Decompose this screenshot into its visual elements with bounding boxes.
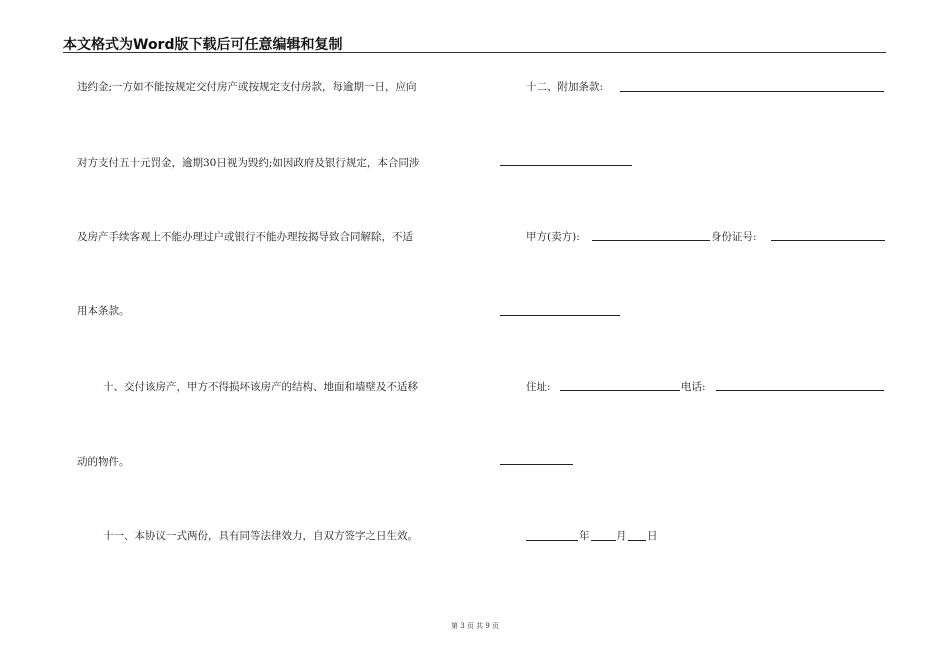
date-month-blank[interactable] xyxy=(591,540,616,541)
left-line-2: 对方支付五十元罚金，逾期30日视为毁约;如因政府及银行规定，本合同涉 xyxy=(77,157,420,169)
left-line-1: 违约金;一方如不能按规定交付房产或按规定支付房款，每逾期一日，应向 xyxy=(77,81,417,93)
date-day-blank[interactable] xyxy=(628,540,646,541)
additional-terms-row xyxy=(526,80,603,94)
left-line-4: 用本条款。 xyxy=(77,305,130,317)
id-number-blank[interactable] xyxy=(771,240,885,241)
additional-terms-label: 十二、附加条款: xyxy=(526,81,604,93)
address-label: 住址: xyxy=(526,381,551,393)
left-line-7: 十一、本协议一式两份，具有同等法律效力，自双方签字之日生效。 xyxy=(103,530,418,542)
date-month-label: 月 xyxy=(616,530,627,542)
address-blank[interactable] xyxy=(560,390,680,391)
additional-terms-blank[interactable] xyxy=(620,91,884,92)
party-a-label: 甲方(卖方): xyxy=(526,231,580,243)
header-divider xyxy=(63,52,886,53)
left-line-3: 及房产手续客观上不能办理过户或银行不能办理按揭导致合同解除，不适 xyxy=(77,231,413,243)
left-line-5: 十、交付该房产，甲方不得损坏该房产的结构、地面和墙壁及不适移 xyxy=(103,381,418,393)
date-year-label: 年 xyxy=(579,530,590,542)
id-number-blank-continued[interactable] xyxy=(500,315,620,316)
page-number-footer: 第 3 页 共 9 页 xyxy=(450,622,500,630)
date-year-blank[interactable] xyxy=(526,540,578,541)
additional-terms-blank-continued[interactable] xyxy=(500,165,632,166)
party-a-blank[interactable] xyxy=(592,240,710,241)
phone-blank[interactable] xyxy=(716,390,884,391)
left-line-6: 动的物件。 xyxy=(77,456,130,468)
page-header-title: 本文格式为Word版下载后可任意编辑和复制 xyxy=(63,37,343,53)
id-number-label: 身份证号: xyxy=(711,231,757,243)
phone-blank-continued[interactable] xyxy=(500,464,573,465)
phone-label: 电话: xyxy=(681,381,706,393)
date-day-label: 日 xyxy=(647,530,658,542)
